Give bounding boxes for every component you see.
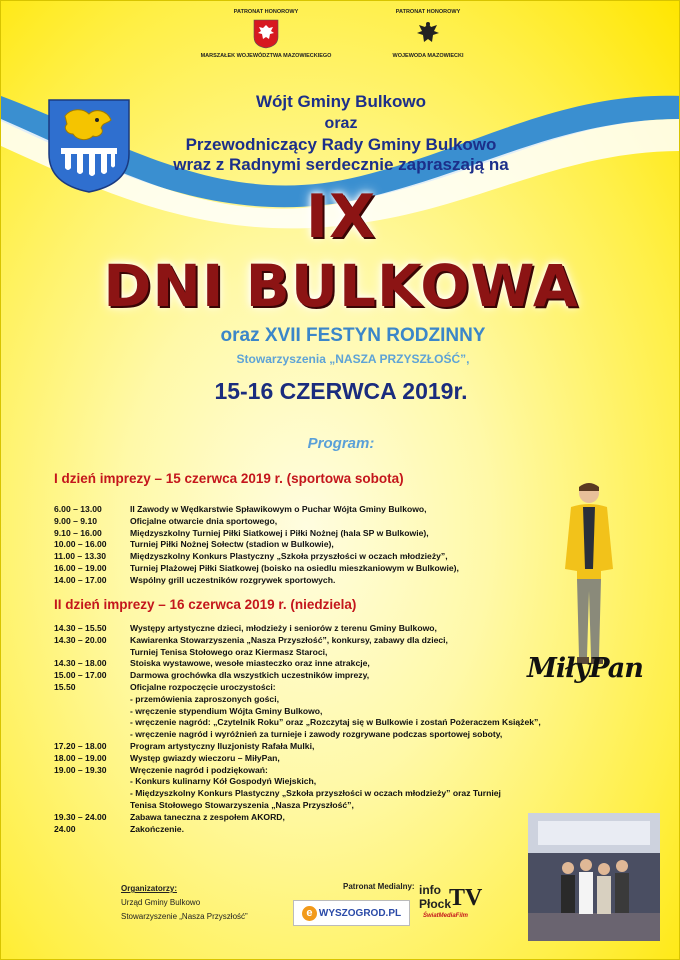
schedule-description: - wręczenie stypendium Wójta Gminy Bulkowo, (130, 705, 323, 716)
schedule-description: - Konkurs kulinarny Kół Gospodyń Wiejskich, (130, 776, 317, 787)
schedule-time (54, 694, 130, 706)
schedule-row (54, 670, 541, 682)
schedule-row (54, 717, 541, 729)
schedule-time: 14.00 – 17.00 (54, 574, 107, 585)
schedule-row (54, 647, 541, 659)
schedule-description: Darmowa grochówka dla wszystkich uczestników imprezy, (130, 670, 370, 681)
event-group-photo (528, 813, 660, 941)
schedule-description: Oficjalne rozpoczęcie uroczystości: (130, 681, 276, 692)
schedule-time: 15.00 – 17.00 (54, 670, 107, 681)
schedule-time (54, 717, 130, 729)
schedule-time (54, 647, 130, 659)
schedule-time: 15.50 (54, 681, 76, 692)
schedule-time (54, 776, 130, 788)
black-eagle-icon (414, 19, 442, 49)
schedule-time: 10.00 – 16.00 (54, 539, 107, 550)
schedule-row (54, 765, 541, 777)
schedule-description: Występ gwiazdy wieczoru – MiłyPan, (130, 752, 280, 763)
organizer-item: Stowarzyszenie „Nasza Przyszłość” (121, 912, 248, 921)
patronage-label: PATRONAT HONOROWY (233, 9, 299, 15)
schedule-time: 18.00 – 19.00 (54, 752, 107, 763)
schedule-description: Turniej Plażowej Piłki Siatkowej (boisko na osiedlu mieszkaniowym w Bulkowie), (130, 562, 459, 573)
schedule-row (54, 539, 459, 551)
title-edition: IX (305, 182, 377, 252)
schedule-description: Turniej Piłki Nożnej Sołectw (stadion w Bulkowie), (130, 539, 334, 550)
schedule-description: Turniej Tenisa Stołowego oraz Kiermasz Staroci, (130, 646, 328, 657)
schedule-description: Stoiska wystawowe, wesołe miasteczko oraz inne atrakcje, (130, 658, 370, 669)
schedule-description: Wspólny grill uczestników rozgrywek sportowych. (130, 574, 336, 585)
eagle-red-shield-icon (252, 19, 280, 49)
schedule-row (54, 682, 541, 694)
schedule-description: - Międzyszkolny Konkurs Plastyczny „Szkoła przyszłości w oczach młodzieży” oraz Turniej (130, 788, 501, 799)
wyszogrod-text: WYSZOGROD.PL (318, 907, 402, 919)
organizer-item: Urząd Gminy Bulkowo (121, 898, 201, 907)
schedule-row (54, 812, 541, 824)
schedule-row (54, 635, 541, 647)
singer-signature: MiłyPan (527, 653, 643, 684)
schedule-time (54, 788, 130, 800)
day1-heading: I dzień imprezy – 15 czerwca 2019 r. (sportowa sobota) (54, 471, 404, 486)
organizers-block (121, 882, 248, 924)
schedule-row (54, 741, 541, 753)
patronage-name: WOJEWODA MAZOWIECKI (392, 53, 464, 60)
schedule-time: 19.30 – 24.00 (54, 811, 107, 822)
invitation-line-1: Wójt Gminy Bulkowo (256, 92, 426, 111)
schedule-time: 16.00 – 19.00 (54, 562, 107, 573)
schedule-time: 14.30 – 18.00 (54, 658, 107, 669)
schedule-time: 19.00 – 19.30 (54, 764, 107, 775)
schedule-row (54, 706, 541, 718)
infoplock-plock: Płock (419, 897, 452, 911)
schedule-row (54, 776, 541, 788)
patronage-label: PATRONAT HONOROWY (395, 9, 461, 15)
schedule-row (54, 563, 459, 575)
invitation-line-2: oraz (324, 115, 358, 132)
infoplock-tv-logo (419, 883, 483, 925)
schedule-description: II Zawody w Wędkarstwie Spławikowym o Puchar Wójta Gminy Bulkowo, (130, 504, 427, 514)
schedule-row (54, 528, 459, 540)
schedule-time (54, 800, 130, 812)
invitation-line-3: Przewodniczący Rady Gminy Bulkowo (185, 135, 497, 154)
day2-schedule (54, 623, 541, 835)
schedule-time: 9.00 – 9.10 (54, 515, 98, 526)
schedule-description: Oficjalne otwarcie dnia sportowego, (130, 515, 278, 526)
invitation-line-4: wraz z Radnymi serdecznie zapraszają na (173, 155, 509, 174)
schedule-description: - przemówienia zaproszonych gości, (130, 693, 279, 704)
schedule-time: 14.30 – 15.50 (54, 623, 107, 633)
schedule-row (54, 753, 541, 765)
schedule-description: Tenisa Stołowego Stowarzyszenia „Nasza Przyszłość”, (130, 799, 354, 810)
program-label: Program: (307, 435, 375, 452)
schedule-description: Kawiarenka Stowarzyszenia „Nasza Przyszłość”, konkursy, zabawy dla dzieci, (130, 634, 448, 645)
wyszogrod-e-icon: e (302, 906, 317, 921)
schedule-description: - wręczenie nagród i wyróżnień za turnieje i zawody rozgrywane podczas sportowej soboty, (130, 729, 503, 740)
wyszogrod-logo (293, 900, 410, 926)
schedule-description: Zabawa taneczna z zespołem AKORD, (130, 811, 285, 822)
schedule-description: Występy artystyczne dzieci, młodzieży i seniorów z terenu Gminy Bulkowo, (130, 623, 437, 633)
schedule-time: 9.10 – 16.00 (54, 527, 102, 538)
subtitle-festival: oraz XVII FESTYN RODZINNY (220, 325, 486, 346)
event-date: 15-16 CZERWCA 2019r. (214, 378, 468, 404)
patronage-name: MARSZAŁEK WOJEWÓDZTWA MAZOWIECKIEGO (200, 53, 332, 60)
schedule-time: 24.00 (54, 823, 76, 834)
organizers-heading: Organizatorzy: (121, 884, 178, 893)
infoplock-film: ŚwiatMediaFilm (423, 913, 469, 919)
schedule-row (54, 824, 541, 836)
schedule-description: Międzyszkolny Konkurs Plastyczny „Szkoła przyszłości w oczach młodzieży”, (130, 551, 448, 562)
infoplock-info: info (419, 883, 441, 897)
patronage-marshal (191, 9, 341, 60)
schedule-time (54, 706, 130, 718)
schedule-row (54, 551, 459, 563)
schedule-time (54, 729, 130, 741)
schedule-time: 17.20 – 18.00 (54, 740, 107, 751)
schedule-row (54, 800, 541, 812)
infoplock-tv: TV (449, 885, 483, 911)
schedule-description: Zakończenie. (130, 823, 184, 834)
media-patronage-heading: Patronat Medialny: (343, 882, 415, 891)
title-main: DNI BULKOWA (103, 252, 579, 320)
schedule-row (54, 575, 459, 587)
schedule-row (54, 788, 541, 800)
schedule-description: Międzyszkolny Turniej Piłki Siatkowej i Piłki Nożnej (hala SP w Bulkowie), (130, 527, 429, 538)
schedule-time: 6.00 – 13.00 (54, 504, 102, 514)
patronage-voivode (353, 9, 503, 60)
schedule-row (54, 694, 541, 706)
schedule-row (54, 729, 541, 741)
schedule-row (54, 516, 459, 528)
schedule-description: Program artystyczny Iluzjonisty Rafała Mulki, (130, 740, 315, 751)
day2-heading: II dzień imprezy – 16 czerwca 2019 r. (niedziela) (54, 597, 357, 612)
schedule-time: 11.00 – 13.30 (54, 551, 107, 562)
schedule-row (54, 658, 541, 670)
subtitle-association: Stowarzyszenia „NASZA PRZYSZŁOŚĆ”, (236, 352, 470, 366)
schedule-time: 14.30 – 20.00 (54, 634, 107, 645)
schedule-row (54, 504, 459, 516)
schedule-description: Wręczenie nagród i podziękowań: (130, 764, 268, 775)
day1-schedule (54, 504, 459, 587)
schedule-description: - wręczenie nagród: „Czytelnik Roku” oraz „Rozczytaj się w Bulkowie i zostań Pożeraczem Książek”, (130, 717, 541, 728)
schedule-row (54, 623, 541, 635)
